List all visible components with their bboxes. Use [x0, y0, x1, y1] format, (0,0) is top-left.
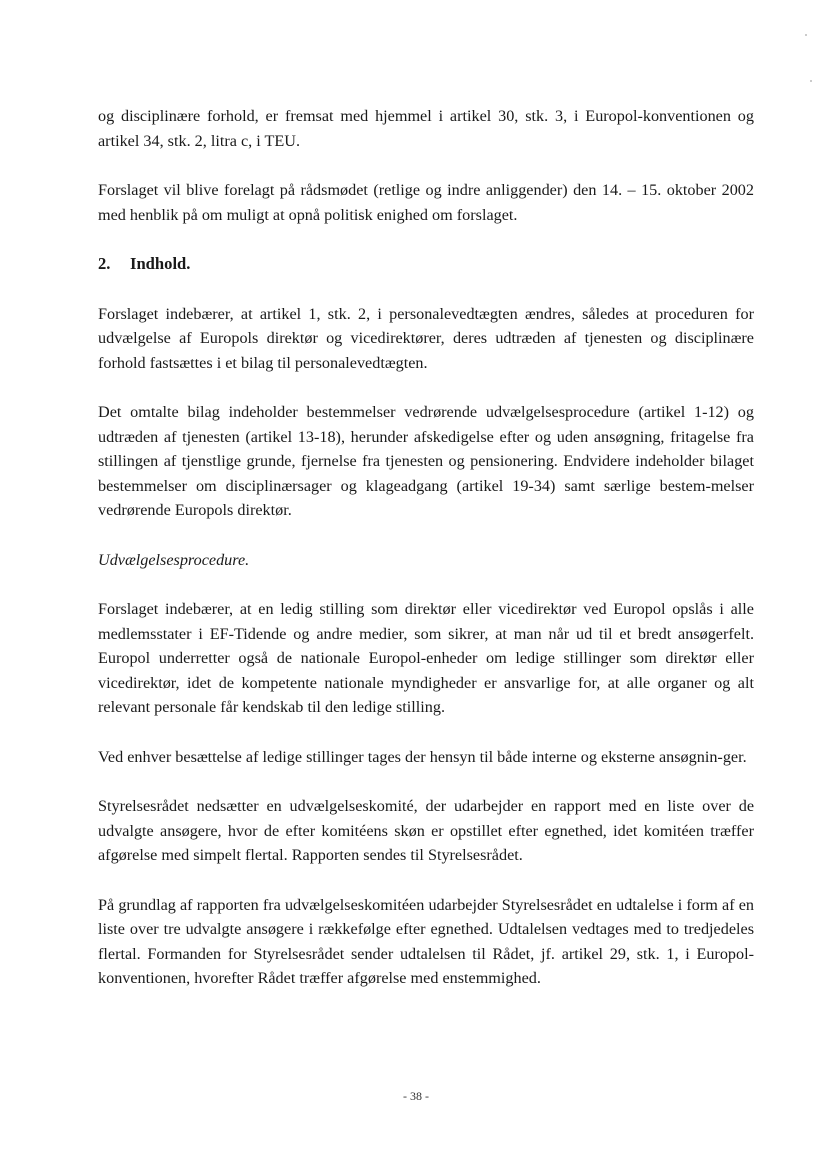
section-title: Indhold.	[130, 254, 191, 273]
paragraph-internal-external: Ved enhver besættelse af ledige stillinger tages der hensyn til både interne og eksterne ansøgnin-ger.	[98, 747, 747, 766]
scan-speck	[810, 80, 812, 82]
paragraph-council-meeting: Forslaget vil blive forelagt på rådsmødet (retlige og indre anliggender) den 14. – 15. oktober 2002 med henblik på om muligt at opnå politisk enighed om forslaget.	[98, 181, 754, 224]
scan-speck	[805, 34, 807, 36]
section-heading	[98, 252, 754, 277]
paragraph-annex-provisions: Det omtalte bilag indeholder bestemmelser vedrørende udvælgelsesprocedure (artikel 1-12) og udtræden af tjenesten (artikel 13-18), herunder afskedigelse efter og uden ansøgning, fritagelse fra stillingen af tjenstlige grunde, fjernelse fra tjenesten og pensionering. Endvidere indeholder bilaget bestemmelser om disciplinærsager og klageadgang (artikel 19-34) samt særlige bestem-melser vedrørende Europols direktør.	[98, 403, 754, 519]
paragraph-legal-basis: og disciplinære forhold, er fremsat med hjemmel i artikel 30, stk. 3, i Europol-konventionen og artikel 34, stk. 2, litra c, i TEU.	[98, 107, 754, 150]
paragraph-vacancy-notice: Forslaget indebærer, at en ledig stilling som direktør eller vicedirektør ved Europol opslås i alle medlemsstater i EF-Tidende og andre medier, som sikrer, at man når ud til et bredt ansøgerfelt. Europol underretter også de nationale Europol-enheder om ledige stillinger som direktør eller vicedirektør, idet de kompetente nationale myndigheder er ansvarlige for, at alle organer og alt relevant personale får kendskab til den ledige stilling.	[98, 600, 754, 716]
paragraph-selection-committee: Styrelsesrådet nedsætter en udvælgelseskomité, der udarbejder en rapport med en liste over de udvalgte ansøgere, hvor de efter komitéens skøn er opstillet efter egnethed, idet komitéen træffer afgørelse med simpelt flertal. Rapporten sendes til Styrelsesrådet.	[98, 797, 754, 864]
paragraph-board-opinion: På grundlag af rapporten fra udvælgelseskomitéen udarbejder Styrelsesrådet en udtalelse i form af en liste over tre udvalgte ansøgere i rækkefølge efter egnethed. Udtalelsen vedtages med to tredjedeles flertal. Formanden for Styrelsesrådet sender udtalelsen til Rådet, jf. artikel 29, stk. 1, i Europol-konventionen, hvorefter Rådet træffer afgørelse med enstemmighed.	[98, 895, 754, 987]
page-number: - 38 -	[403, 1089, 429, 1103]
subsection-heading: Udvælgelsesprocedure.	[98, 550, 250, 569]
paragraph-proposal-content: Forslaget indebærer, at artikel 1, stk. 2, i personalevedtægten ændres, således at proceduren for udvælgelse af Europols direktør og vicedirektører, deres udtræden af tjenesten og disciplinære forhold fastsættes i et bilag til personalevedtægten.	[98, 304, 754, 372]
document-body	[98, 104, 754, 1016]
section-number: 2.	[98, 254, 111, 273]
